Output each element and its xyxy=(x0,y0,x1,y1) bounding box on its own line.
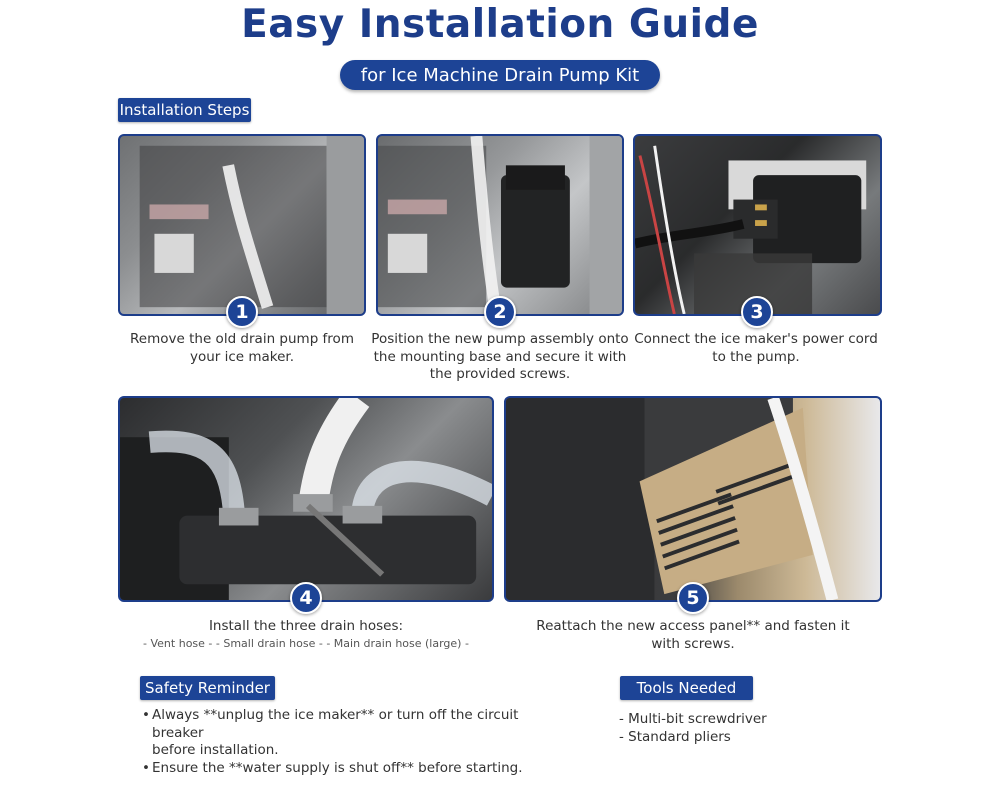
step-1-illustration xyxy=(120,136,364,314)
installation-steps-label: Installation Steps xyxy=(118,98,251,122)
step-1-badge: 1 xyxy=(226,296,258,328)
step-5-illustration xyxy=(506,398,880,600)
step-1-caption-line: your ice maker. xyxy=(189,348,295,365)
step-4-caption-line: Install the three drain hoses: xyxy=(208,618,404,634)
step-4-badge: 4 xyxy=(290,582,322,614)
step-2-caption-line: the mounting base and secure it with xyxy=(373,348,627,365)
safety-item-line: • Ensure the **water supply is shut off** before starting. xyxy=(152,759,523,776)
step-3-badge: 3 xyxy=(741,296,773,328)
step-5-caption xyxy=(504,618,882,653)
step-3-caption-line: to the pump. xyxy=(712,348,800,365)
step-2-illustration xyxy=(378,136,622,314)
tool-item: - Standard pliers xyxy=(619,728,731,745)
step-1-photo xyxy=(118,134,366,316)
step-1-caption-line: Remove the old drain pump from xyxy=(130,331,354,347)
step-5-caption-line: Reattach the new access panel** and fasten it xyxy=(536,618,850,634)
step-5-caption-line: with screws. xyxy=(651,635,735,652)
step-4-hose-list: - Vent hose - - Small drain hose - - Main drain hose (large) - xyxy=(143,636,469,650)
step-2-badge: 2 xyxy=(484,296,516,328)
safety-list xyxy=(142,707,572,777)
tools-list xyxy=(619,711,819,746)
step-2-caption-line: Position the new pump assembly onto xyxy=(371,331,629,347)
step-2-photo xyxy=(376,134,624,316)
safety-item xyxy=(142,707,572,760)
step-4-illustration xyxy=(120,398,492,600)
step-4-caption xyxy=(118,618,494,652)
step-2-caption-line: the provided screws. xyxy=(429,366,571,382)
step-1-caption xyxy=(118,331,366,366)
step-2-caption xyxy=(370,331,630,384)
step-4-photo xyxy=(118,396,494,602)
step-3-caption-line: Connect the ice maker's power cord xyxy=(634,331,878,347)
subtitle-pill: for Ice Machine Drain Pump Kit xyxy=(340,60,660,90)
step-5-photo xyxy=(504,396,882,602)
safety-item xyxy=(142,760,572,778)
tools-needed-label: Tools Needed xyxy=(620,676,753,700)
step-5-badge: 5 xyxy=(677,582,709,614)
safety-reminder-label: Safety Reminder xyxy=(140,676,275,700)
step-3-illustration xyxy=(635,136,880,314)
safety-item-line: • Always **unplug the ice maker** or turn off the circuit breaker xyxy=(152,707,519,741)
tool-item: - Multi-bit screwdriver xyxy=(619,711,767,727)
safety-item-line: before installation. xyxy=(152,742,279,758)
step-3-photo xyxy=(633,134,882,316)
step-3-caption xyxy=(628,331,884,366)
page-title: Easy Installation Guide xyxy=(241,2,759,47)
